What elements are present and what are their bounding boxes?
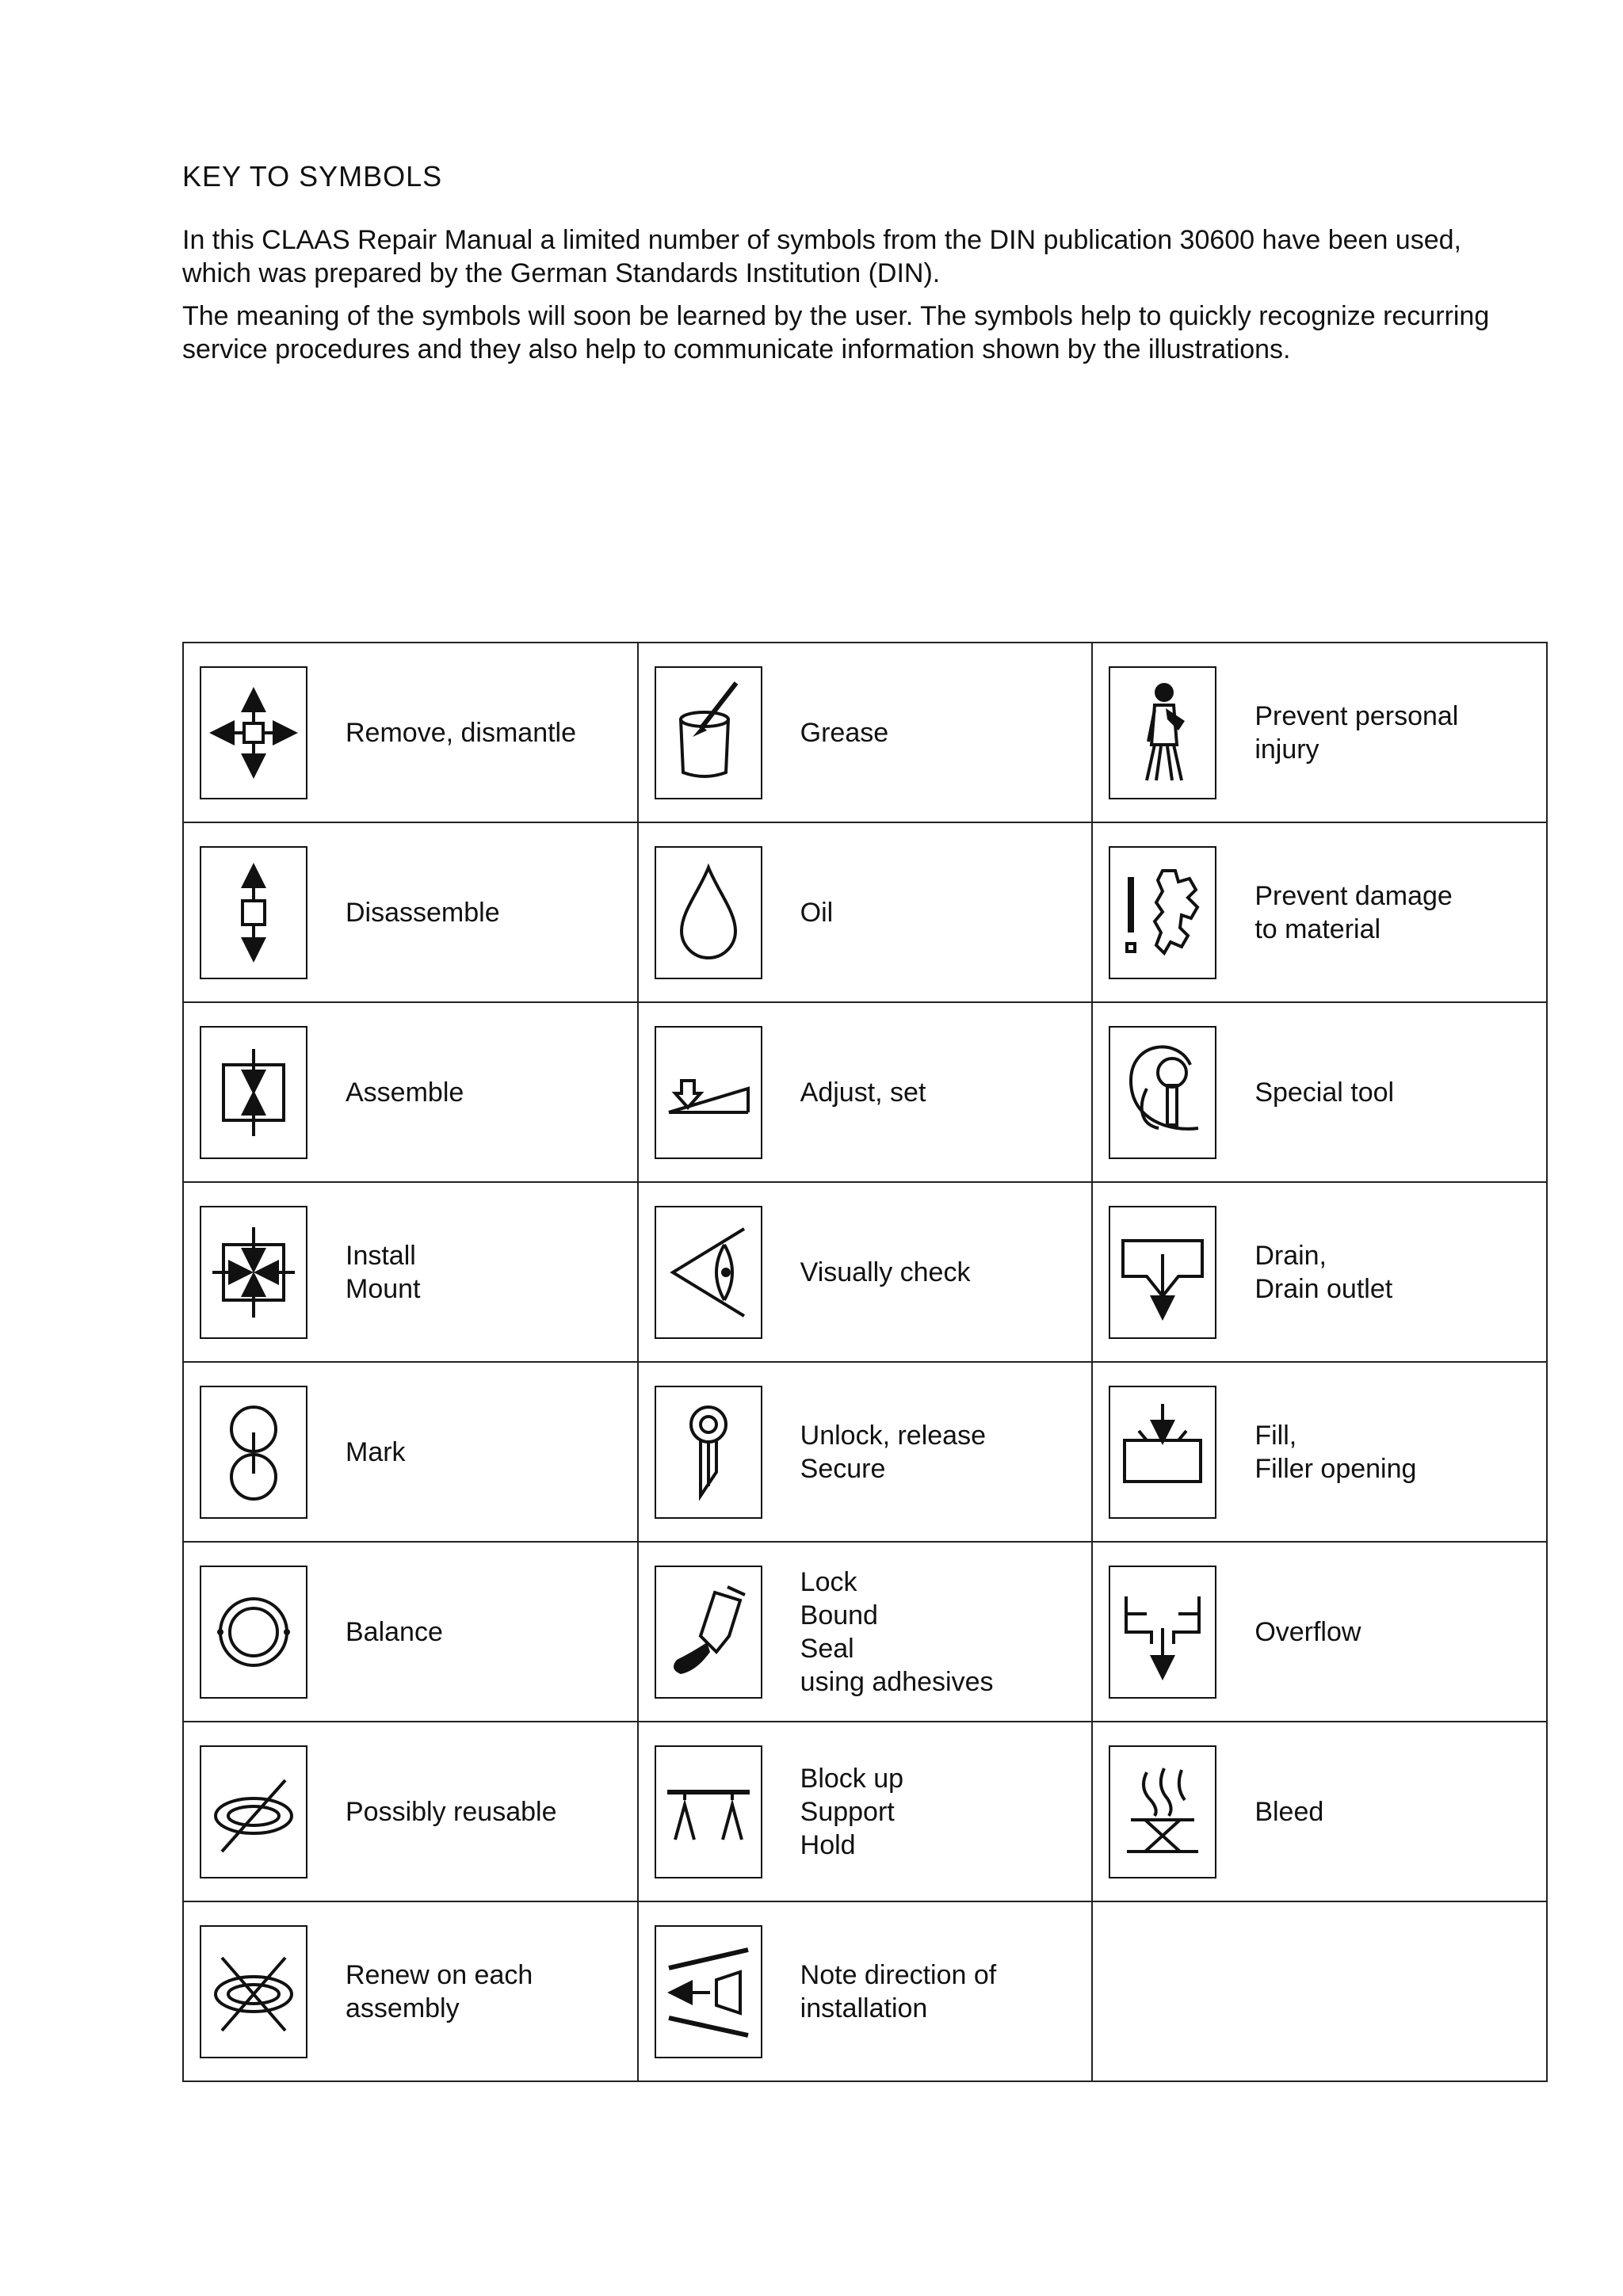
symbol-label: Balance xyxy=(346,1616,443,1647)
grease-icon xyxy=(655,666,762,799)
symbol-label: Possibly reusable xyxy=(346,1796,557,1827)
symbol-cell xyxy=(1092,1182,1547,1362)
symbol-entry xyxy=(1093,1543,1546,1721)
symbol-label: Note direction of installation xyxy=(800,1959,997,2023)
symbol-entry xyxy=(639,823,1092,1001)
symbol-cell xyxy=(638,1542,1093,1722)
symbol-label: Assemble xyxy=(346,1077,464,1108)
symbol-entry xyxy=(184,1722,637,1901)
overflow-icon xyxy=(1109,1566,1216,1699)
symbol-cell xyxy=(638,1182,1093,1362)
symbol-row xyxy=(183,1362,1547,1542)
symbol-row xyxy=(183,1542,1547,1722)
symbol-entry xyxy=(1093,1722,1546,1901)
symbol-label: Grease xyxy=(800,717,889,748)
bleed-icon xyxy=(1109,1745,1216,1878)
symbol-cell xyxy=(1092,1722,1547,1901)
balance-icon xyxy=(200,1566,307,1699)
symbol-cell xyxy=(1092,1362,1547,1542)
symbol-row xyxy=(183,1901,1547,2081)
mark-icon xyxy=(200,1386,307,1519)
symbol-cell xyxy=(183,1002,638,1182)
symbol-label: Prevent personal injury xyxy=(1254,700,1459,765)
symbol-entry xyxy=(639,1722,1092,1901)
symbol-cell xyxy=(183,643,638,822)
special-tool-icon xyxy=(1109,1026,1216,1159)
symbol-row xyxy=(183,1182,1547,1362)
symbol-cell xyxy=(638,1002,1093,1182)
symbol-entry xyxy=(639,1003,1092,1181)
remove-dismantle-icon xyxy=(200,666,307,799)
symbol-cell xyxy=(638,1722,1093,1901)
symbol-cell xyxy=(183,822,638,1002)
symbol-label: Lock Bound Seal using adhesives xyxy=(800,1566,994,1697)
adjust-set-icon xyxy=(655,1026,762,1159)
symbol-cell xyxy=(1092,822,1547,1002)
symbol-entry xyxy=(184,643,637,822)
symbol-entry xyxy=(184,1902,637,2081)
symbol-row xyxy=(183,822,1547,1002)
symbol-row xyxy=(183,1722,1547,1901)
symbol-row xyxy=(183,643,1547,822)
symbol-label: Visually check xyxy=(800,1257,971,1287)
symbol-cell xyxy=(183,1362,638,1542)
symbol-entry xyxy=(639,1902,1092,2081)
symbol-entry xyxy=(184,823,637,1001)
symbol-cell xyxy=(1092,1901,1547,2081)
symbol-label: Drain, Drain outlet xyxy=(1254,1240,1393,1304)
symbol-cell xyxy=(183,1542,638,1722)
symbol-cell xyxy=(1092,1542,1547,1722)
symbol-entry xyxy=(1093,1363,1546,1541)
renew-on-each-assembly-icon xyxy=(200,1925,307,2058)
symbol-entry xyxy=(639,1543,1092,1721)
symbol-cell xyxy=(183,1722,638,1901)
lock-adhesive-icon xyxy=(655,1566,762,1699)
symbol-label: Prevent damage to material xyxy=(1254,880,1453,944)
symbol-label: Special tool xyxy=(1254,1077,1395,1108)
symbol-cell xyxy=(1092,643,1547,822)
symbol-label: Overflow xyxy=(1254,1616,1361,1647)
visually-check-icon xyxy=(655,1206,762,1339)
symbol-cell xyxy=(638,643,1093,822)
block-up-support-icon xyxy=(655,1745,762,1878)
symbol-label: Renew on each assembly xyxy=(346,1959,533,2023)
symbol-label: Unlock, release Secure xyxy=(800,1420,986,1484)
symbol-cell xyxy=(638,822,1093,1002)
symbol-cell xyxy=(183,1182,638,1362)
symbol-entry xyxy=(184,1363,637,1541)
note-direction-icon xyxy=(655,1925,762,2058)
symbol-entry xyxy=(184,1183,637,1361)
fill-filler-opening-icon xyxy=(1109,1386,1216,1519)
symbol-entry xyxy=(184,1543,637,1721)
page-title: KEY TO SYMBOLS xyxy=(182,160,443,193)
symbol-entry xyxy=(639,1363,1092,1541)
symbol-label: Oil xyxy=(800,897,834,928)
unlock-release-icon xyxy=(655,1386,762,1519)
symbol-cell xyxy=(183,1901,638,2081)
symbol-entry xyxy=(639,1183,1092,1361)
prevent-damage-to-material-icon xyxy=(1109,846,1216,979)
symbol-cell xyxy=(638,1362,1093,1542)
symbol-entry xyxy=(1093,1183,1546,1361)
symbol-entry xyxy=(184,1003,637,1181)
intro-paragraph-2: The meaning of the symbols will soon be learned by the user. The symbols help to quickly recognize recurring service procedures and they also help to communicate information shown by the illustrations. xyxy=(182,301,1490,364)
drain-outlet-icon xyxy=(1109,1206,1216,1339)
symbol-label: Mark xyxy=(346,1436,406,1467)
symbol-entry xyxy=(1093,1003,1546,1181)
disassemble-icon xyxy=(200,846,307,979)
intro-paragraph-1: In this CLAAS Repair Manual a limited number of symbols from the DIN publication 30600 have been used, which was prepared by the German Standards Institution (DIN). xyxy=(182,225,1461,288)
symbol-entry xyxy=(639,643,1092,822)
symbol-entry xyxy=(1093,823,1546,1001)
symbol-key-table xyxy=(182,642,1548,2082)
possibly-reusable-icon xyxy=(200,1745,307,1878)
symbol-label: Disassemble xyxy=(346,897,500,928)
symbol-row xyxy=(183,1002,1547,1182)
symbol-cell xyxy=(638,1901,1093,2081)
symbol-cell xyxy=(1092,1002,1547,1182)
prevent-personal-injury-icon xyxy=(1109,666,1216,799)
symbol-label: Remove, dismantle xyxy=(346,717,577,748)
symbol-label: Block up Support Hold xyxy=(800,1763,904,1860)
symbol-label: Fill, Filler opening xyxy=(1254,1420,1417,1484)
symbol-label: Install Mount xyxy=(346,1240,421,1304)
assemble-icon xyxy=(200,1026,307,1159)
symbol-label: Bleed xyxy=(1254,1796,1324,1827)
symbol-entry xyxy=(1093,643,1546,822)
install-mount-icon xyxy=(200,1206,307,1339)
oil-drop-icon xyxy=(655,846,762,979)
symbol-label: Adjust, set xyxy=(800,1077,926,1108)
